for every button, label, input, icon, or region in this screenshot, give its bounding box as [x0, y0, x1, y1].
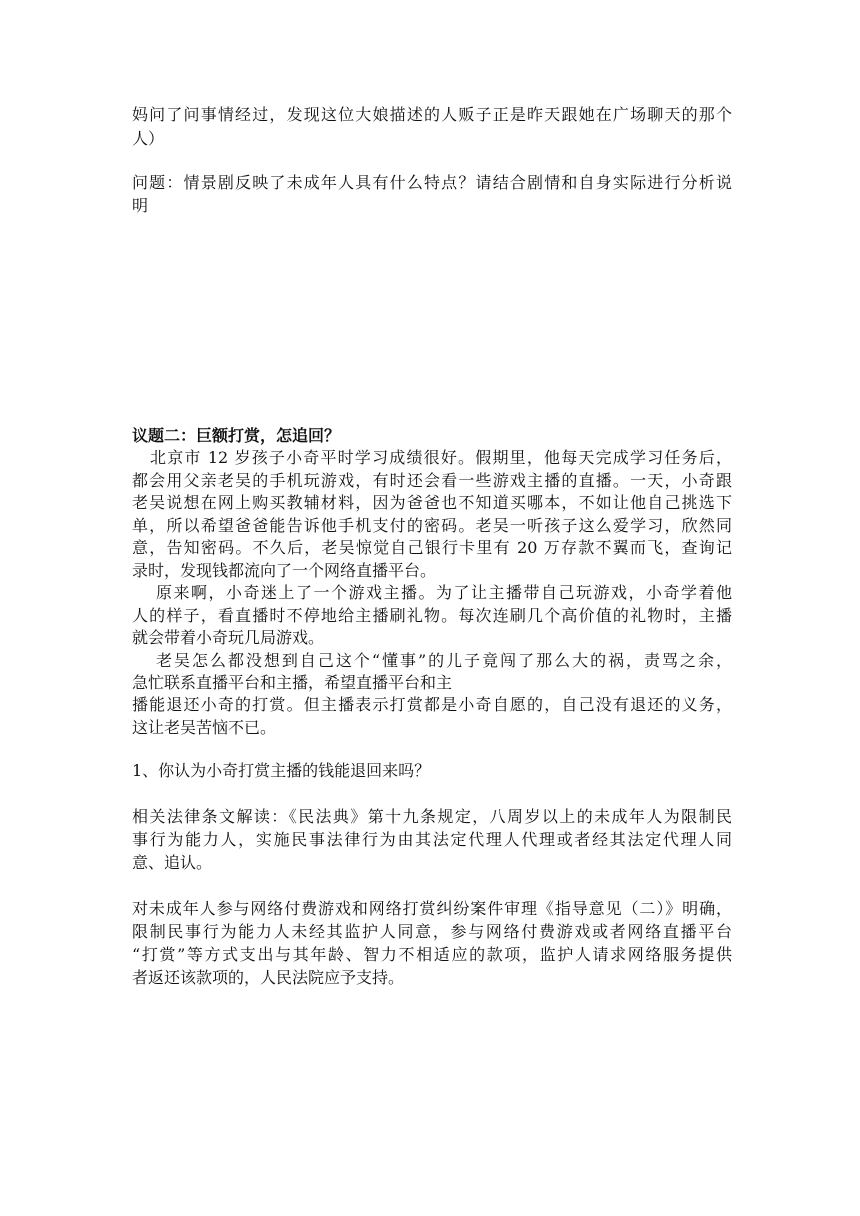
para3-line-2: 急忙联系直播平台和主播，希望直播平台和主 [132, 673, 453, 692]
para1-line-3: 老吴说想在网上购买教辅材料，因为爸爸也不知道买哪本，不如让他自己挑选下 [132, 493, 732, 512]
law1-line-1: 相关法律条文解读：《民法典》第十九条规定，八周岁以上的未成年人为限制民 [132, 807, 732, 826]
para2-line-1: 原来啊，小奇迷上了一个游戏主播。为了让主播带自己玩游戏，小奇学着他 [156, 583, 732, 602]
para3-line-3: 播能退还小奇的打赏。但主播表示打赏都是小奇自愿的，自己没有退还的义务， [132, 695, 732, 714]
law1-line-2: 事行为能力人，实施民事法律行为由其法定代理人代理或者经其法定代理人同 [132, 830, 732, 849]
para2-line-3: 就会带着小奇玩几局游戏。 [132, 628, 325, 647]
law2-line-1: 对未成年人参与网络付费游戏和网络打赏纠纷案件审理《指导意见（二）》明确， [132, 899, 732, 918]
para1-line-5: 意，告知密码。不久后，老吴惊觉自己银行卡里有 20 万存款不翼而飞，查询记 [132, 538, 732, 557]
para3-line-1: 老吴怎么都没想到自己这个“懂事”的儿子竟闯了那么大的祸，责骂之余， [156, 651, 732, 670]
section-title: 议题二：巨额打赏，怎追回？ [132, 426, 341, 445]
question-line-1: 问题：情景剧反映了未成年人具有什么特点？请结合剧情和自身实际进行分析说 [132, 173, 732, 192]
intro-line-2: 人） [132, 129, 165, 148]
question-line-2: 明 [132, 196, 149, 215]
law1-line-3: 意、追认。 [132, 853, 213, 872]
law2-line-2: 限制民事行为能力人未经其监护人同意，参与网络付费游戏或者网络直播平台 [132, 922, 732, 941]
para1-line-6: 录时，发现钱都流向了一个网络直播平台。 [132, 561, 437, 580]
law2-line-3: “打赏”等方式支出与其年龄、智力不相适应的款项，监护人请求网络服务提供 [132, 945, 732, 964]
para1-line-2: 都会用父亲老吴的手机玩游戏，有时还会看一些游戏主播的直播。一天，小奇跟 [132, 471, 732, 490]
para1-line-1: 北京市 12 岁孩子小奇平时学习成绩很好。假期里，他每天完成学习任务后， [150, 448, 732, 467]
para3-line-4: 这让老吴苦恼不已。 [132, 718, 277, 737]
para2-line-2: 人的样子，看直播时不停地给主播刷礼物。每次连刷几个高价值的礼物时，主播 [132, 606, 732, 625]
intro-line-1: 妈问了问事情经过，发现这位大娘描述的人贩子正是昨天跟她在广场聊天的那个 [132, 105, 732, 124]
para1-line-4: 单，所以希望爸爸能告诉他手机支付的密码。老吴一听孩子这么爱学习，欣然同 [132, 516, 732, 535]
law2-line-4: 者返还该款项的，人民法院应予支持。 [132, 968, 405, 987]
question-1: 1、你认为小奇打赏主播的钱能退回来吗？ [132, 761, 431, 780]
